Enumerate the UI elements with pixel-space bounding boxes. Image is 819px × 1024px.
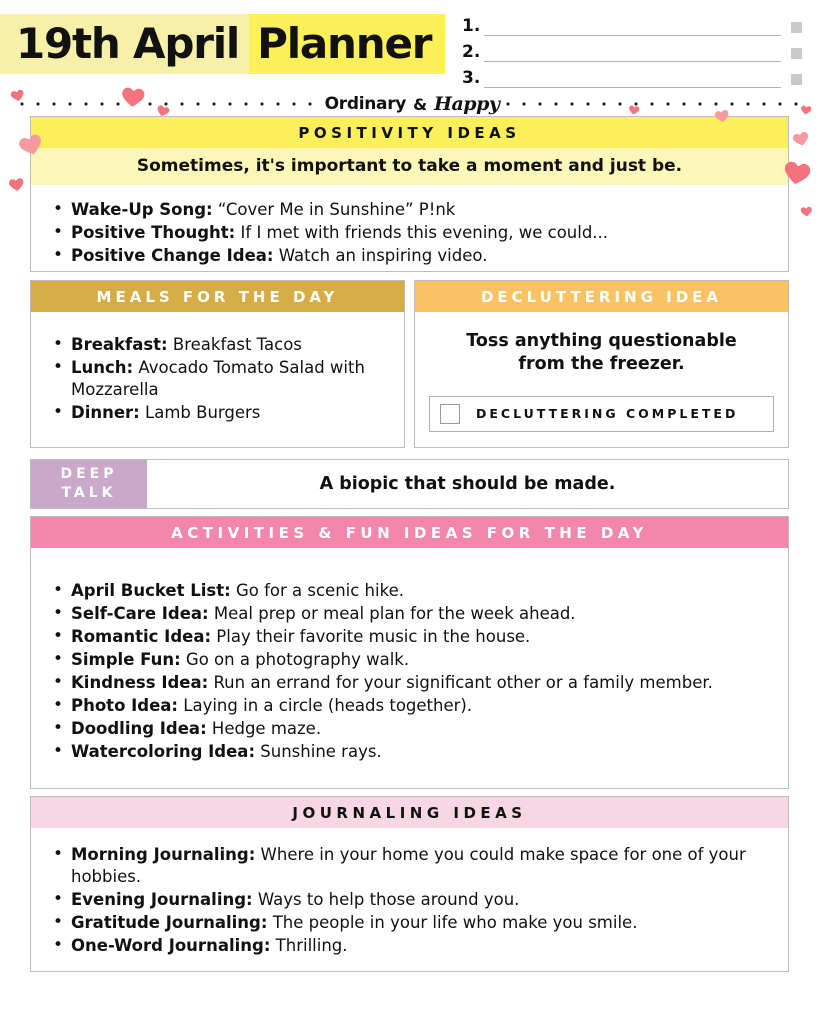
heart-icon [9, 87, 27, 105]
task-number: 3. [462, 68, 481, 88]
task-checkbox[interactable] [791, 22, 802, 33]
list-item-text: Avocado Tomato Salad with Mozzarella [71, 357, 365, 399]
list-item-text: Ways to help those around you. [252, 889, 520, 909]
list-item-text: Lamb Burgers [139, 402, 261, 422]
list-item-text: Hedge maze. [206, 718, 322, 738]
list-item [49, 222, 772, 244]
list-item-label: Evening Journaling: [71, 889, 253, 909]
task-input-line[interactable] [484, 69, 781, 88]
list-item-label: Watercoloring Idea: [71, 741, 256, 761]
list-item-label: Dinner: [71, 402, 140, 422]
brand-logo [322, 92, 502, 116]
list-item-text: Go for a scenic hike. [230, 581, 404, 600]
list-item [49, 357, 388, 401]
task-input-line[interactable] [484, 17, 781, 36]
list-item [49, 695, 772, 717]
list-item-label: Photo Idea: [71, 695, 179, 715]
journaling-card [30, 796, 789, 972]
meals-body [31, 312, 404, 437]
meals-card [30, 280, 405, 448]
list-item-text: Where in your home you could make space for one of your hobbies. [71, 845, 746, 886]
list-item-label: Doodling Idea: [71, 718, 207, 738]
list-item-label: Romantic Idea: [71, 626, 212, 646]
heart-icon [713, 107, 732, 126]
list-item-text: If I met with friends this evening, we could... [235, 222, 609, 242]
meals-item-list [49, 334, 388, 424]
positivity-ideas-card [30, 116, 789, 272]
heart-icon [119, 83, 148, 112]
title-date-text: 19th April [16, 19, 240, 68]
list-item [49, 889, 772, 911]
list-item-text: “Cover Me in Sunshine” P!nk [212, 200, 456, 219]
list-item [49, 334, 388, 356]
task-row[interactable] [462, 62, 802, 88]
page-header [0, 0, 819, 92]
activities-card [30, 516, 789, 789]
positivity-ideas-heading: POSITIVITY IDEAS [31, 117, 788, 148]
list-item-label: Self-Care Idea: [71, 603, 209, 623]
heart-icon [799, 103, 813, 117]
page-title [0, 14, 445, 74]
list-item-label: One-Word Journaling: [71, 935, 271, 955]
list-item-text: Play their favorite music in the house. [211, 626, 531, 646]
list-item [49, 741, 772, 763]
list-item [49, 199, 772, 221]
top-three-task-list [462, 10, 802, 88]
list-item [49, 718, 772, 740]
list-item-label: Positive Change Idea: [71, 245, 274, 265]
title-planner-block [249, 14, 445, 74]
deep-talk-tag-line1: DEEP [60, 466, 118, 483]
list-item-label: Kindness Idea: [71, 672, 209, 692]
list-item-label: Gratitude Journaling: [71, 912, 268, 932]
heart-icon [7, 175, 26, 194]
dotted-line-right [500, 102, 805, 106]
list-item-text: The people in your life who make you smile. [267, 912, 638, 932]
list-item [49, 603, 772, 625]
decluttering-checkbox[interactable] [440, 404, 460, 424]
heart-icon [799, 204, 813, 218]
list-item-label: Positive Thought: [71, 222, 236, 242]
list-item-text: Run an errand for your significant other or a family member. [208, 672, 713, 692]
list-item [49, 580, 772, 602]
meals-heading: MEALS FOR THE DAY [31, 281, 404, 312]
deep-talk-text: A biopic that should be made. [319, 474, 616, 494]
list-item-text: Meal prep or meal plan for the week ahead. [208, 603, 576, 623]
list-item-label: Morning Journaling: [71, 845, 256, 864]
decluttering-heading: DECLUTTERING IDEA [415, 281, 788, 312]
list-item-label: Lunch: [71, 357, 134, 377]
decluttering-checkbox-label: DECLUTTERING COMPLETED [476, 406, 739, 421]
positivity-item-list [49, 199, 772, 267]
list-item [49, 402, 388, 424]
list-item [49, 649, 772, 671]
brand-happy-text: Happy [434, 93, 500, 115]
task-row[interactable] [462, 10, 802, 36]
activities-body [31, 548, 788, 776]
activities-item-list [49, 580, 772, 763]
positivity-body [31, 185, 788, 280]
list-item-label: Breakfast: [71, 335, 168, 354]
list-item [49, 245, 772, 267]
list-item-text: Thrilling. [270, 935, 348, 955]
task-row[interactable] [462, 36, 802, 62]
list-item-text: Breakfast Tacos [167, 335, 302, 354]
task-number: 2. [462, 42, 481, 62]
decluttering-idea-text: Toss anything questionable from the freezer. [466, 331, 737, 374]
task-number: 1. [462, 16, 481, 36]
list-item-text: Sunshine rays. [255, 741, 382, 761]
decluttering-completed-row[interactable] [429, 396, 774, 432]
task-checkbox[interactable] [791, 48, 802, 59]
deep-talk-tag-line2: TALK [61, 485, 117, 501]
deep-talk-card [30, 459, 789, 509]
task-input-line[interactable] [484, 43, 781, 62]
list-item [49, 626, 772, 648]
journaling-heading: JOURNALING IDEAS [31, 797, 788, 828]
list-item [49, 844, 772, 888]
positivity-subtitle: Sometimes, it's important to take a moment and just be. [31, 148, 788, 185]
list-item-label: Simple Fun: [71, 649, 181, 669]
list-item-text: Go on a photography walk. [180, 649, 410, 669]
heart-icon [780, 156, 815, 191]
list-item-label: Wake-Up Song: [71, 200, 213, 219]
decluttering-card [414, 280, 789, 448]
title-date-block [0, 14, 249, 74]
task-checkbox[interactable] [791, 74, 802, 85]
heart-icon [627, 103, 641, 117]
list-item [49, 912, 772, 934]
activities-heading: ACTIVITIES & FUN IDEAS FOR THE DAY [31, 517, 788, 548]
deep-talk-tag [31, 460, 147, 508]
brand-ordinary-text: Ordinary [324, 94, 407, 114]
journaling-item-list [49, 844, 772, 957]
title-planner-text: Planner [257, 19, 432, 68]
list-item [49, 935, 772, 957]
brand-ampersand: & [408, 95, 432, 114]
heart-icon [790, 128, 812, 150]
list-item-text: Laying in a circle (heads together). [178, 695, 473, 715]
list-item-label: April Bucket List: [71, 581, 231, 600]
journaling-body [31, 828, 788, 970]
list-item-text: Watch an inspiring video. [273, 245, 488, 265]
list-item [49, 672, 772, 694]
